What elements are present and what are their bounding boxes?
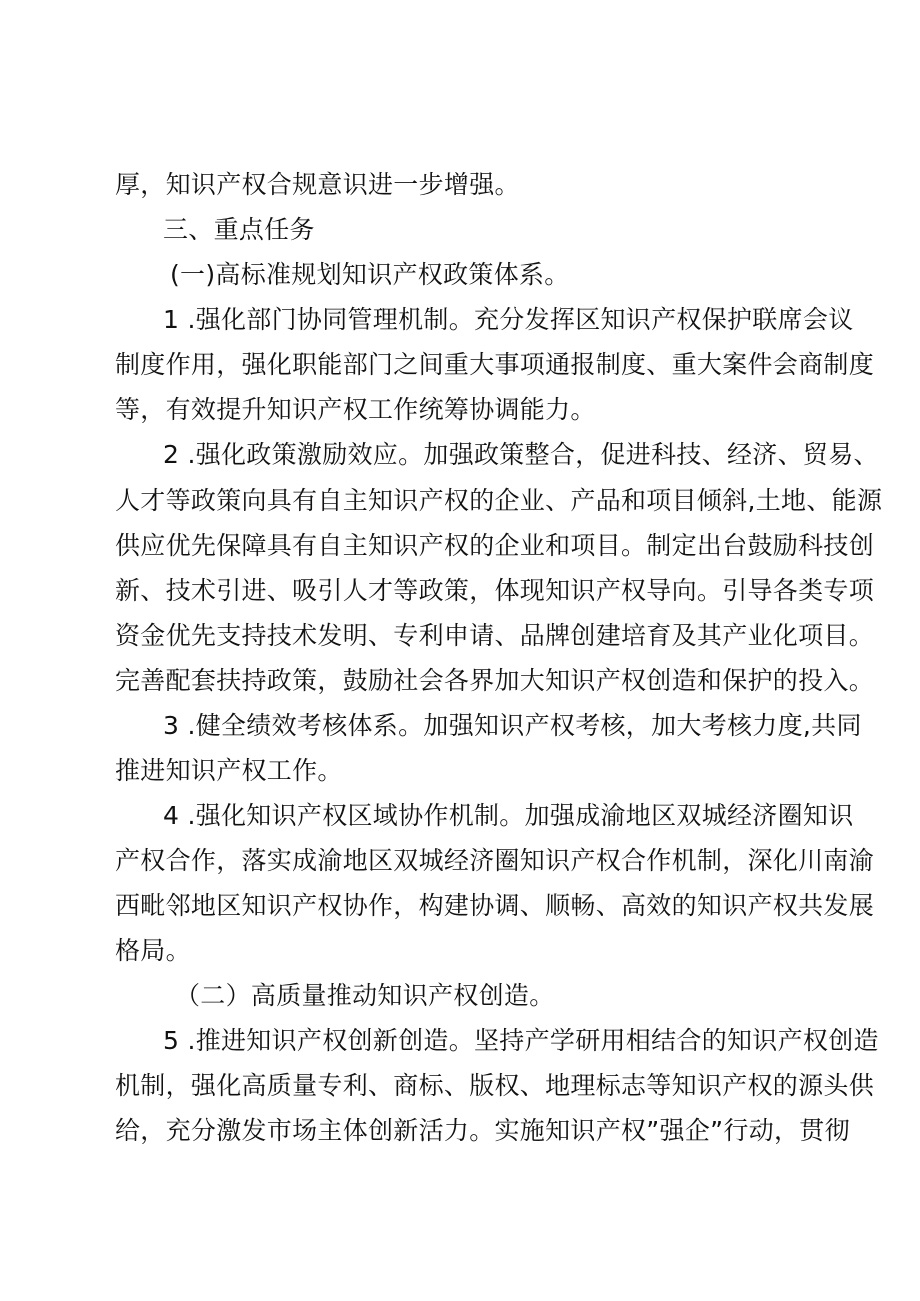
text-line: 机制，强化高质量专利、商标、版权、地理标志等知识产权的源头供 (115, 1071, 875, 1100)
text-line: 格局。 (115, 936, 191, 965)
text-line: 1 .强化部门协同管理机制。充分发挥区知识产权保护联席会议 (163, 305, 854, 334)
text-line: 4 .强化知识产权区域协作机制。加强成渝地区双城经济圈知识 (163, 801, 854, 830)
text-line: 给，充分激发市场主体创新活力。实施知识产权”强企”行动，贯彻 (115, 1116, 850, 1145)
text-line: 等，有效提升知识产权工作统筹协调能力。 (115, 395, 596, 424)
text-line: 产权合作，落实成渝地区双城经济圈知识产权合作机制，深化川南渝 (115, 846, 875, 875)
text-line: 5 .推进知识产权创新创造。坚持产学研用相结合的知识产权创造 (163, 1026, 879, 1055)
text-line: 制度作用，强化职能部门之间重大事项通报制度、重大案件会商制度 (115, 350, 875, 379)
text-line: 厚，知识产权合规意识进一步增强。 (115, 170, 520, 199)
text-line: 新、技术引进、吸引人才等政策，体现知识产权导向。引导各类专项 (115, 576, 875, 605)
text-line: 2 .强化政策激励效应。加强政策整合，促进科技、经济、贸易、 (163, 440, 879, 469)
text-line: 完善配套扶持政策，鼓励社会各界加大知识产权创造和保护的投入。 (115, 666, 875, 695)
section-heading: 三、重点任务 (163, 215, 315, 244)
text-line: 资金优先支持技术发明、专利申请、品牌创建培育及其产业化项目。 (115, 621, 875, 650)
text-line: 供应优先保障具有自主知识产权的企业和项目。制定出台鼓励科技创 (115, 531, 875, 560)
text-line: 西毗邻地区知识产权协作，构建协调、顺畅、高效的知识产权共发展 (115, 891, 875, 920)
text-line: 推进知识产权工作。 (115, 756, 343, 785)
subsection-heading: （二）高质量推动知识产权创造。 (175, 981, 555, 1010)
text-line: 人才等政策向具有自主知识产权的企业、产品和项目倾斜,土地、能源 (115, 486, 883, 515)
text-line: 3 .健全绩效考核体系。加强知识产权考核，加大考核力度,共同 (163, 711, 862, 740)
subsection-heading: (一)高标准规划知识产权政策体系。 (170, 260, 570, 289)
